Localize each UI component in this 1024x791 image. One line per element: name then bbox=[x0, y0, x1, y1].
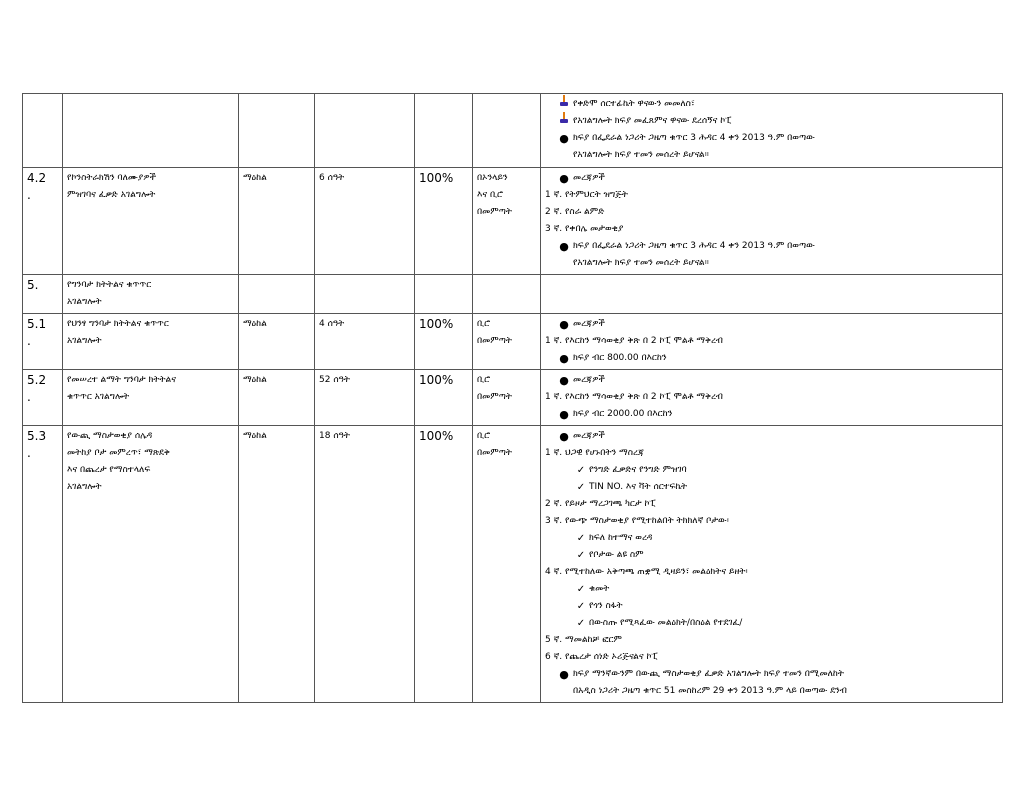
service-name-line: አገልግሎት bbox=[67, 482, 102, 492]
requirements-cell bbox=[541, 275, 1003, 314]
time-cell bbox=[315, 94, 415, 168]
service-name-cell bbox=[63, 426, 239, 703]
service-mode-line: በመምጣት bbox=[477, 448, 512, 458]
percent-cell: 100% bbox=[415, 314, 473, 370]
service-name-line: የግንባታ ክትትልና ቁጥጥር bbox=[67, 280, 152, 290]
time-value: 6 ሰዓት bbox=[319, 173, 345, 183]
checkmark-icon: ✓ bbox=[576, 482, 586, 493]
requirement-line bbox=[545, 513, 998, 530]
requirement-text: መረጃዎች bbox=[573, 319, 605, 329]
requirement-pin-item bbox=[545, 113, 998, 130]
requirement-pin-item bbox=[545, 96, 998, 113]
requirement-line bbox=[545, 445, 998, 462]
requirement-check-item bbox=[545, 598, 998, 615]
table-row bbox=[23, 168, 1003, 275]
service-mode-line: ቢሮ bbox=[477, 375, 491, 385]
table-row bbox=[23, 94, 1003, 168]
service-name-line: የህንፃ ግንባታ ክትትልና ቁጥጥር bbox=[67, 319, 169, 329]
item-number-cell bbox=[23, 426, 63, 703]
service-name-line: የመሠረተ ልማት ግንባታ ክትትልና bbox=[67, 375, 176, 385]
requirement-line bbox=[545, 649, 998, 666]
requirement-check-item bbox=[545, 547, 998, 564]
requirement-line bbox=[545, 496, 998, 513]
item-number-cell bbox=[23, 314, 63, 370]
requirement-text: የቀድሞ ሰርተፊኬት ዋናውን መመለስ፣ bbox=[573, 99, 695, 109]
checkmark-icon: ✓ bbox=[576, 465, 586, 476]
requirements-cell bbox=[541, 94, 1003, 168]
requirement-text: የቦታው ልዩ ስም bbox=[589, 550, 644, 560]
bullet-icon: ● bbox=[559, 374, 569, 387]
service-mode-cell bbox=[473, 370, 541, 426]
table-row bbox=[23, 314, 1003, 370]
bullet-icon: ● bbox=[559, 318, 569, 331]
time-value: 4 ሰዓት bbox=[319, 319, 345, 329]
service-mode-line: ቢሮ bbox=[477, 319, 491, 329]
item-number-cell bbox=[23, 370, 63, 426]
service-name-line: አገልግሎት bbox=[67, 297, 102, 307]
requirements-cell bbox=[541, 426, 1003, 703]
requirement-bullet-item bbox=[545, 428, 998, 445]
requirement-continuation bbox=[545, 683, 998, 700]
service-name-cell bbox=[63, 314, 239, 370]
percent-cell bbox=[415, 275, 473, 314]
unit-cell bbox=[239, 94, 315, 168]
bullet-icon: ● bbox=[559, 172, 569, 185]
service-mode-line: በኦንላይን bbox=[477, 173, 508, 183]
percent-cell: 100% bbox=[415, 168, 473, 275]
time-cell bbox=[315, 314, 415, 370]
service-mode-line: በመምጣት bbox=[477, 392, 512, 402]
requirements-cell bbox=[541, 370, 1003, 426]
service-name-cell bbox=[63, 168, 239, 275]
requirements-cell bbox=[541, 168, 1003, 275]
item-number-cell bbox=[23, 94, 63, 168]
requirement-bullet-item bbox=[545, 170, 998, 187]
service-name-line: የውጪ ማስታወቂያ ሰሌዳ bbox=[67, 431, 153, 441]
requirement-text: 3 ኛ. የቀበሌ መታወቂያ bbox=[545, 224, 624, 234]
service-name-line: ምዝገባና ፈቃድ አገልግሎት bbox=[67, 190, 156, 200]
requirement-text: 1 ኛ. የእርከን ማሳወቂያ ቅጽ በ 2 ኮፒ ሞልቶ ማቅረብ bbox=[545, 336, 723, 346]
requirement-text: የአገልግሎት ክፍያ ተመን መሰረት ይሆናል። bbox=[573, 258, 709, 268]
checkmark-icon: ✓ bbox=[576, 618, 586, 629]
service-name-cell bbox=[63, 94, 239, 168]
requirement-text: 2 ኛ. የስራ ልምድ bbox=[545, 207, 605, 217]
service-name-line: መትከያ ቦታ መምረጥ፣ ማጽደቅ bbox=[67, 448, 170, 458]
requirement-text: ቁመት bbox=[589, 584, 610, 594]
table-body bbox=[23, 94, 1003, 703]
checkmark-icon: ✓ bbox=[576, 584, 586, 595]
requirement-line bbox=[545, 389, 998, 406]
service-name-line: የኮንስትራክሽን ባለሙያዎች bbox=[67, 173, 156, 183]
bullet-icon: ● bbox=[559, 430, 569, 443]
table-row bbox=[23, 275, 1003, 314]
requirement-line bbox=[545, 333, 998, 350]
service-mode-cell bbox=[473, 168, 541, 275]
service-name-line: ቁጥጥር አገልግሎት bbox=[67, 392, 130, 402]
service-mode-cell bbox=[473, 94, 541, 168]
requirement-text: ክፍለ ከተማና ወረዳ bbox=[589, 533, 653, 543]
service-mode-line: ቢሮ bbox=[477, 431, 491, 441]
requirement-text: መረጃዎች bbox=[573, 173, 605, 183]
checkmark-icon: ✓ bbox=[576, 550, 586, 561]
service-mode-line: እና ቢሮ bbox=[477, 190, 504, 200]
bullet-icon: ● bbox=[559, 668, 569, 681]
service-mode-line: በመምጣት bbox=[477, 207, 512, 217]
percent-cell: 100% bbox=[415, 426, 473, 703]
requirement-text: 1 ኛ. የእርከን ማሳወቂያ ቅጽ በ 2 ኮፒ ሞልቶ ማቅረብ bbox=[545, 392, 723, 402]
pushpin-icon bbox=[557, 112, 571, 131]
requirement-text: 5 ኛ. ማመልከቻ ፎርም bbox=[545, 635, 622, 645]
requirement-text: የአገልግሎት ክፍያ መፈጸምና ዋናው ደረሰኝና ኮፒ bbox=[573, 116, 732, 126]
requirement-continuation bbox=[545, 255, 998, 272]
requirement-text: ክፍያ ብር 2000.00 በእርከን bbox=[573, 409, 673, 419]
requirement-text: በውስጡ የሚጻፈው መልዕክት/በስዕል የተደገፈ/ bbox=[589, 618, 743, 628]
requirement-text: የጎን ስፋት bbox=[589, 601, 623, 611]
requirement-check-item bbox=[545, 462, 998, 479]
time-value: 18 ሰዓት bbox=[319, 431, 350, 441]
service-name-cell bbox=[63, 370, 239, 426]
service-mode-cell bbox=[473, 314, 541, 370]
requirement-line bbox=[545, 221, 998, 238]
requirement-text: 6 ኛ. የጨረታ ሰነድ ኦሪጅናልና ኮፒ bbox=[545, 652, 658, 662]
service-name-line: እና በጨረታ የማስተላለፍ bbox=[67, 465, 151, 475]
requirement-text: 2 ኛ. የይዞታ ማረጋገጫ ካርታ ኮፒ bbox=[545, 499, 656, 509]
item-number-cell bbox=[23, 275, 63, 314]
unit-cell: ማዕከል bbox=[239, 168, 315, 275]
item-number-cell bbox=[23, 168, 63, 275]
requirement-bullet-item bbox=[545, 372, 998, 389]
requirement-text: በአዲስ ነጋሪት ጋዜጣ ቁጥር 51 መስከረም 29 ቀን 2013 ዓ.ም ላይ በወጣው ደንብ bbox=[573, 686, 847, 696]
requirement-bullet-item bbox=[545, 130, 998, 147]
service-name-line: አገልግሎት bbox=[67, 336, 102, 346]
requirement-text: ክፍያ ብር 800.00 በእርከን bbox=[573, 353, 667, 363]
requirement-text: TIN NO. እና ቫት ሰርተፍኬት bbox=[589, 482, 688, 492]
checkmark-icon: ✓ bbox=[576, 533, 586, 544]
requirement-text: ክፍያ በፌደራል ነጋሪት ጋዜጣ ቁጥር 3 ሕዳር 4 ቀን 2013 ዓ.ም በወጣው bbox=[573, 133, 815, 143]
requirement-bullet-item bbox=[545, 316, 998, 333]
requirement-text: መረጃዎች bbox=[573, 375, 605, 385]
item-number: 5.1 . bbox=[27, 317, 47, 348]
service-name-cell bbox=[63, 275, 239, 314]
requirement-text: 1 ኛ. ህጋዊ የሆኑበትን ማስረጃ bbox=[545, 448, 644, 458]
time-cell bbox=[315, 426, 415, 703]
requirement-line bbox=[545, 564, 998, 581]
requirement-check-item bbox=[545, 581, 998, 598]
bullet-icon: ● bbox=[559, 240, 569, 253]
time-cell bbox=[315, 168, 415, 275]
percent-cell bbox=[415, 94, 473, 168]
unit-cell: ማዕከል bbox=[239, 314, 315, 370]
table-row bbox=[23, 426, 1003, 703]
requirement-text: 4 ኛ. የሚተከለው አቅጣጫ ጠቋሚ ዲዛይን፣ መልዕክትና ይዘት፡ bbox=[545, 567, 748, 577]
requirement-check-item bbox=[545, 479, 998, 496]
unit-cell: ማዕከል bbox=[239, 370, 315, 426]
requirement-text: የአገልግሎት ክፍያ ተመን መሰረት ይሆናል። bbox=[573, 150, 709, 160]
requirement-text: መረጃዎች bbox=[573, 431, 605, 441]
requirement-line bbox=[545, 187, 998, 204]
time-cell bbox=[315, 275, 415, 314]
service-mode-cell bbox=[473, 275, 541, 314]
unit-cell bbox=[239, 275, 315, 314]
requirement-bullet-item bbox=[545, 238, 998, 255]
requirement-check-item bbox=[545, 530, 998, 547]
bullet-icon: ● bbox=[559, 352, 569, 365]
bullet-icon: ● bbox=[559, 132, 569, 145]
requirement-text: የንግድ ፈቃድና የንግድ ምዝገባ bbox=[589, 465, 687, 475]
table-row bbox=[23, 370, 1003, 426]
requirement-bullet-item bbox=[545, 406, 998, 423]
requirement-continuation bbox=[545, 147, 998, 164]
unit-cell: ማዕከል bbox=[239, 426, 315, 703]
requirement-check-item bbox=[545, 615, 998, 632]
services-table bbox=[22, 93, 1003, 703]
item-number: 5.3 . bbox=[27, 429, 47, 460]
bullet-icon: ● bbox=[559, 408, 569, 421]
time-cell bbox=[315, 370, 415, 426]
requirements-cell bbox=[541, 314, 1003, 370]
item-number: 5. bbox=[27, 278, 39, 292]
requirement-text: 3 ኛ. የውጭ ማስታወቂያ የሚተከልበት ትክክለኛ ቦታው፡ bbox=[545, 516, 729, 526]
service-mode-cell bbox=[473, 426, 541, 703]
item-number: 5.2 . bbox=[27, 373, 47, 404]
requirement-line bbox=[545, 632, 998, 649]
service-mode-line: በመምጣት bbox=[477, 336, 512, 346]
percent-cell: 100% bbox=[415, 370, 473, 426]
time-value: 52 ሰዓት bbox=[319, 375, 350, 385]
requirement-bullet-item bbox=[545, 666, 998, 683]
item-number: 4.2 . bbox=[27, 171, 47, 202]
requirement-text: ክፍያ በፌደራል ነጋሪት ጋዜጣ ቁጥር 3 ሕዳር 4 ቀን 2013 ዓ.ም በወጣው bbox=[573, 241, 815, 251]
requirement-line bbox=[545, 204, 998, 221]
requirement-text: 1 ኛ. የትምህርት ዝግጅት bbox=[545, 190, 628, 200]
requirement-bullet-item bbox=[545, 350, 998, 367]
requirement-text: ክፍያ ማንኛውንም በውጪ ማስታወቂያ ፈቃድ አገልግሎት ክፍያ ተመን በሚመለከት bbox=[573, 669, 844, 679]
checkmark-icon: ✓ bbox=[576, 601, 586, 612]
